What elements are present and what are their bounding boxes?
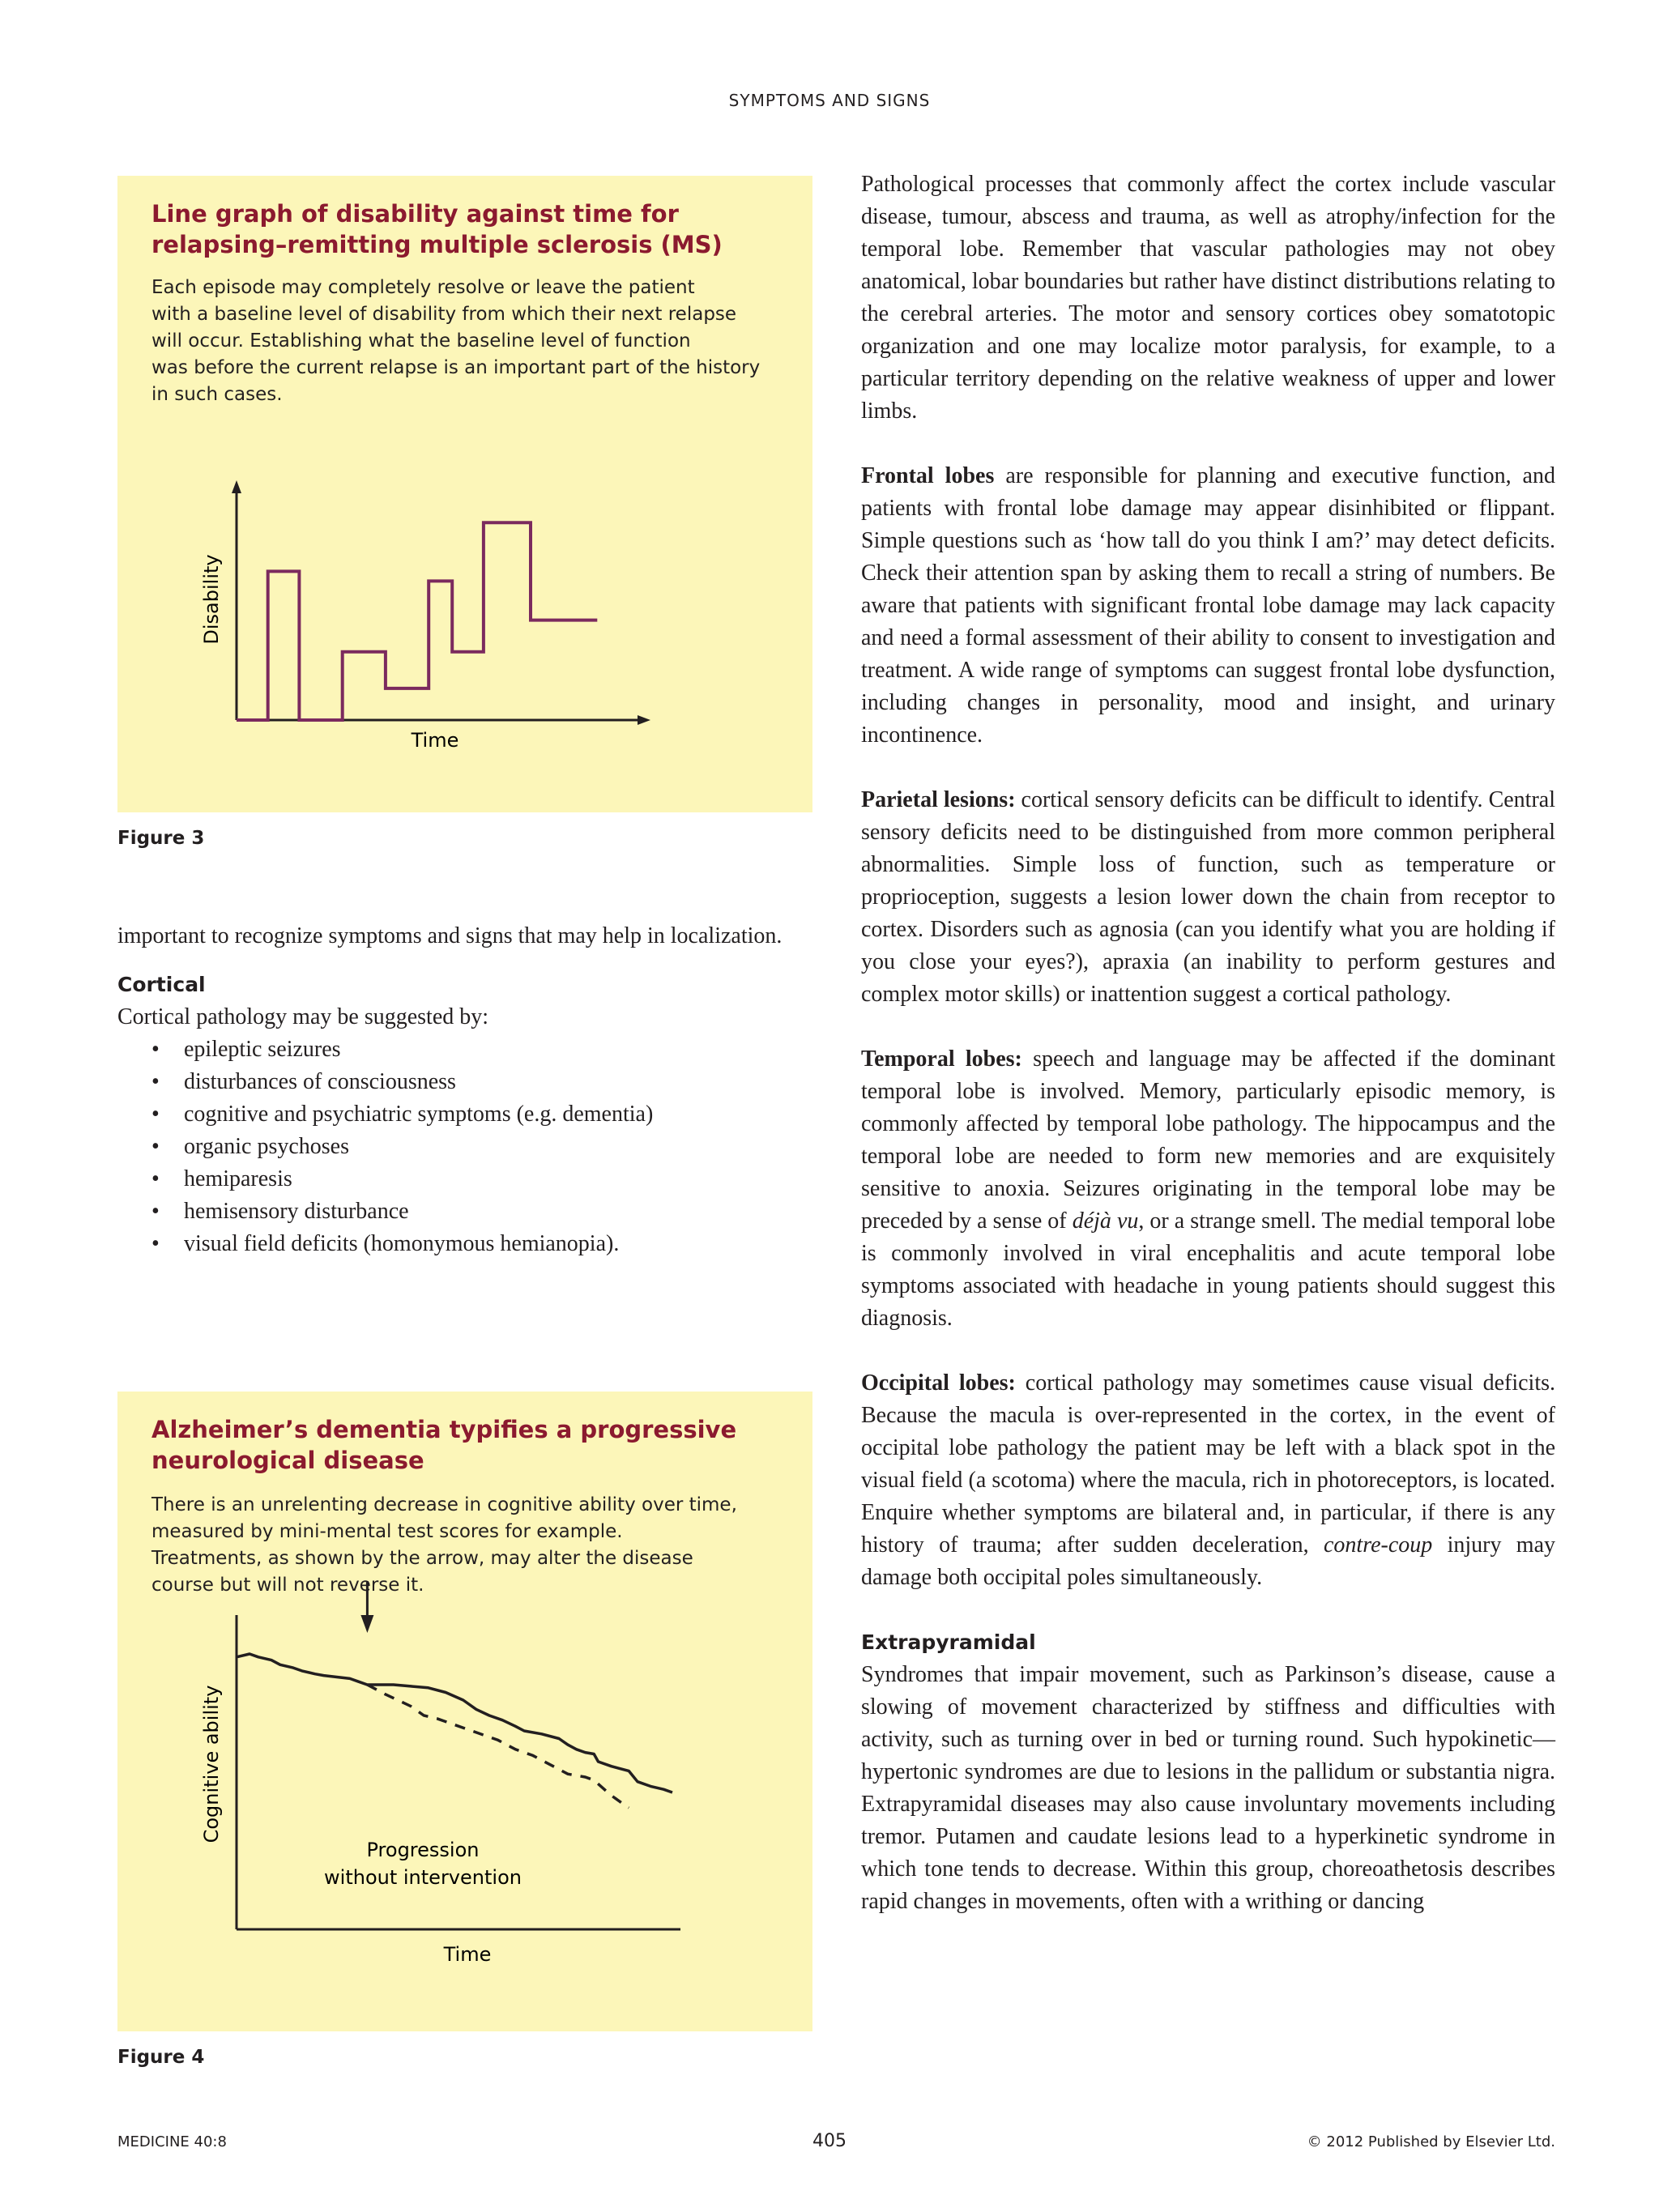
figure3-caption: Each episode may completely resolve or leave the patient with a baseline level of disability from which their next relapse will occur. Establishing what the baseline level of function was before the current relapse is an important part of the history in such cases. <box>151 277 761 405</box>
fig4-annotation-line1: Progression <box>366 1839 480 1861</box>
fig4-solid-line <box>237 1654 672 1792</box>
right-column <box>861 168 1555 1918</box>
fig4-ylabel: Cognitive ability <box>200 1685 223 1843</box>
left-intro-paragraph: important to recognize symptoms and signs that may help in localization. <box>117 923 783 948</box>
parietal-lead: Parietal lesions: <box>861 787 1016 812</box>
temporal-lead: Temporal lobes: <box>861 1046 1022 1072</box>
parietal-paragraph <box>861 784 1555 1011</box>
list-item: • cognitive and psychiatric symptoms (e.g. dementia) <box>117 1098 812 1131</box>
occipital-italic: contre-coup <box>1324 1532 1433 1558</box>
temporal-italic: déjà vu <box>1072 1208 1139 1234</box>
parietal-text: cortical sensory deficits can be difficult to identify. Central sensory deficits need to be distinguished from more common peripheral abnormalities. Simple loss of function, such as temperature or proprioception, suggests a lesion lower down the chain from receptor to cortex. Disorders such as agnosia (can you identify what you are holding if you close your eyes?), apraxia (an inability to perform gestures and complex motor skills) or inattention suggest a cortical pathology. <box>861 787 1555 1007</box>
figure3-box <box>117 176 812 812</box>
figure4-chart <box>117 1392 812 2031</box>
list-item: • visual field deficits (homonymous hemianopia). <box>117 1228 812 1260</box>
figure3-chart <box>117 176 812 812</box>
occipital-text-a: cortical pathology may sometimes cause visual deficits. Because the macula is over-represented in the cortex, in the event of occipital lobe pathology the patient may be left with a black spot in the visual field (a scotoma) where the macula, rich in photoreceptors, is located. Enquire whether symptoms are bilateral and, in particular, if there is any history of trauma; after sudden deceleration, <box>861 1370 1555 1558</box>
frontal-text: are responsible for planning and executive function, and patients with frontal lobe damage may appear disinhibited or flippant. Simple questions such as ‘how tall do you think I am?’ may detect deficits. Check their attention span by asking them to recall a string of numbers. Be aware that patients with significant frontal lobe damage may lack capacity and need a formal assessment of their ability to consent to investigation and treatment. A wide range of symptoms can suggest frontal lobe dysfunction, including changes in personality, mood and insight, and urinary incontinence. <box>861 463 1555 748</box>
figure4-caption: There is an unrelenting decrease in cognitive ability over time, measured by mini-mental test scores for example. Treatments, as shown by the arrow, may alter the disease course but will not reverse it. <box>151 1494 737 1596</box>
fig4-dashed-line <box>367 1685 629 1808</box>
figure4-label: Figure 4 <box>117 2047 205 2068</box>
fig3-xlabel: Time <box>411 729 459 752</box>
running-head: SYMPTOMS AND SIGNS <box>728 91 931 110</box>
figure4-title: Alzheimer’s dementia typifies a progressive neurological disease <box>151 1416 737 1474</box>
fig3-ylabel: Disability <box>200 554 223 645</box>
figure4-box <box>117 1392 812 2031</box>
occipital-text-b: injury may damage both occipital poles simultaneously. <box>861 1532 1555 1590</box>
list-item: • hemiparesis <box>117 1163 812 1196</box>
list-item: • disturbances of consciousness <box>117 1066 812 1098</box>
cortical-heading: Cortical <box>117 973 206 996</box>
left-column <box>117 920 812 1260</box>
fig3-disability-line <box>237 522 597 720</box>
footer-journal: MEDICINE 40:8 <box>117 2133 227 2150</box>
extrapyramidal-heading: Extrapyramidal <box>861 1630 1036 1654</box>
fig4-xlabel: Time <box>443 1943 492 1966</box>
figure3-label: Figure 3 <box>117 828 205 849</box>
frontal-paragraph <box>861 460 1555 752</box>
figure3-title: Line graph of disability against time for relapsing–remitting multiple sclerosis (MS) <box>151 200 723 258</box>
list-item: • organic psychoses <box>117 1131 812 1163</box>
footer-copyright: © 2012 Published by Elsevier Ltd. <box>1307 2133 1555 2150</box>
list-item: • epileptic seizures <box>117 1034 812 1066</box>
occipital-lead: Occipital lobes: <box>861 1370 1016 1396</box>
occipital-paragraph <box>861 1367 1555 1594</box>
temporal-paragraph <box>861 1043 1555 1335</box>
fig4-annotation-line2: without intervention <box>324 1866 522 1889</box>
cortex-pathology-paragraph: Pathological processes that commonly affect the cortex include vascular disease, tumour, abscess and trauma, as well as atrophy/infection for the temporal lobe. Remember that vascular pathologies may not obey anatomical, lobar boundaries but rather have distinct distributions relating to the cerebral arteries. The motor and sensory cortices obey somatotopic organization and one may localize motor paralysis, for example, to a particular territory depending on the relative weakness of upper and lower limbs. <box>861 172 1555 424</box>
extrapyramidal-paragraph: Syndromes that impair movement, such as Parkinson’s disease, cause a slowing of movement characterized by stiffness and difficulties with activity, such as turning over in bed or turning round. Such hypokinetic—hypertonic syndromes are due to lesions in the pallidum or substantia nigra. Extrapyramidal diseases may also cause involuntary movements including tremor. Putamen and caudate lesions lead to a hyperkinetic syndrome in which tone tends to decrease. Within this group, choreoathetosis describes rapid changes in movements, often with a writhing or dancing <box>861 1662 1555 1914</box>
frontal-lead: Frontal lobes <box>861 463 995 488</box>
intervention-arrow-icon <box>360 1581 373 1633</box>
temporal-text-b: , or a strange smell. The medial temporal lobe is commonly involved in viral encephalitis and acute temporal lobe symptoms associated with headache in young patients should suggest this diagnosis. <box>861 1208 1555 1331</box>
cortical-intro: Cortical pathology may be suggested by: <box>117 1004 489 1029</box>
cortical-bullet-list <box>117 1034 812 1260</box>
list-item: • hemisensory disturbance <box>117 1196 812 1228</box>
temporal-text-a: speech and language may be affected if the dominant temporal lobe is involved. Memory, particularly episodic memory, is commonly affected by temporal lobe pathology. The hippocampus and the temporal lobe are needed to form new memories and are exquisitely sensitive to anoxia. Seizures originating in the temporal lobe may be preceded by a sense of <box>861 1046 1555 1234</box>
footer-page-number: 405 <box>812 2131 847 2151</box>
